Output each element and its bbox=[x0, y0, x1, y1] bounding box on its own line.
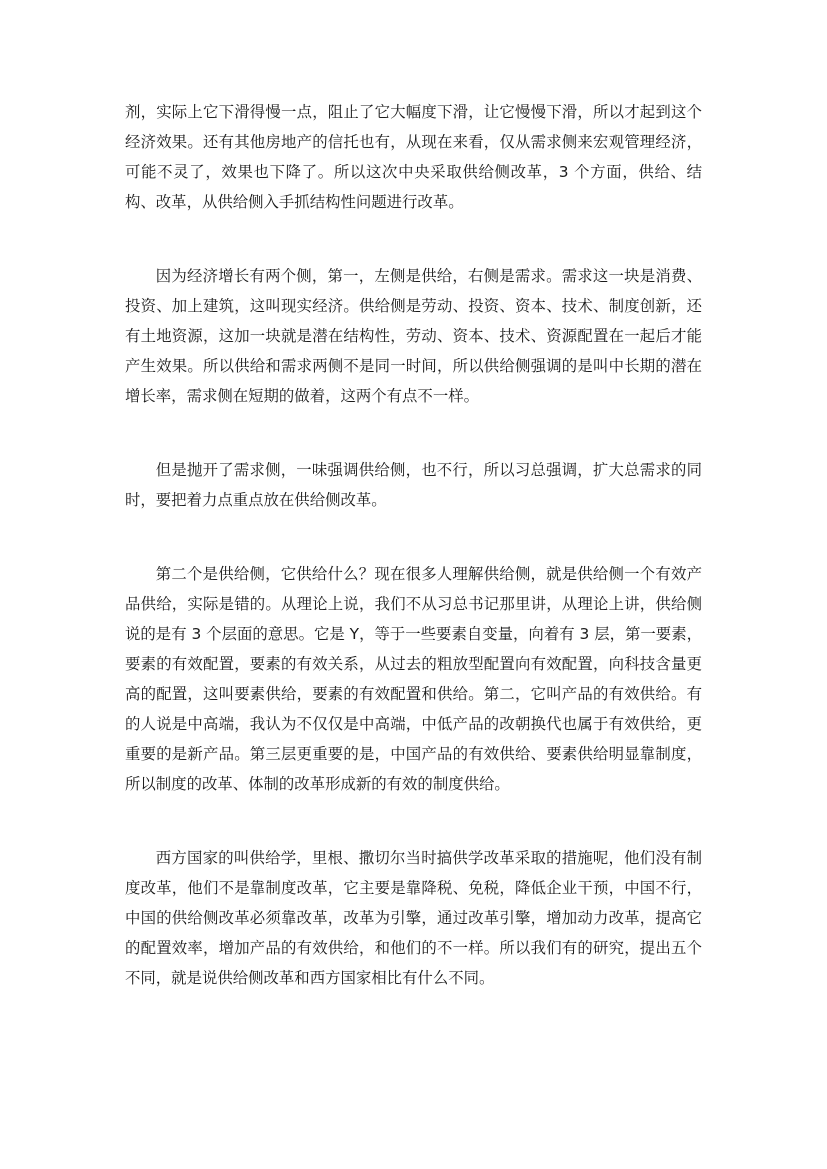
paragraph-5: 西方国家的叫供给学，里根、撒切尔当时搞供学改革采取的措施呢，他们没有制度改革，他们不是靠制度改革，它主要是靠降税、免税，降低企业干预，中国不行，中国的供给侧改革必须靠改革，改革为引擎，通过改革引擎，增加动力改革，提高它的配置效率，增加产品的有效供给，和他们的不一样。所以我们有的研究，提出五个不同，就是说供给侧改革和西方国家相比有什么不同。 bbox=[125, 849, 702, 987]
paragraph-1: 剂，实际上它下滑得慢一点，阻止了它大幅度下滑，让它慢慢下滑，所以才起到这个经济效果。还有其他房地产的信托也有，从现在来看，仅从需求侧来宏观管理经济，可能不灵了，效果也下降了。所以这次中央采取供给侧改革，3 个方面，供给、结构、改革，从供给侧入手抓结构性问题进行改革。 bbox=[125, 103, 702, 211]
paragraph-4: 第二个是供给侧，它供给什么？现在很多人理解供给侧，就是供给侧一个有效产品供给，实际是错的。从理论上说，我们不从习总书记那里讲，从理论上讲，供给侧说的是有 3 个层面的意思。它是 Y，等于一些要素自变量，向着有 3 层，第一要素，要素的有效配置，要素的有效关系，从过去的粗放型配置向有效配置，向科技含量更高的配置，这叫要素供给，要素的有效配置和供给。第二，它叫产品的有效供给。有的人说是中高端，我认为不仅仅是中高端，中低产品的改朝换代也属于有效供给，更重要的是新产品。第三层更重要的是，中国产品的有效供给、要素供给明显靠制度，所以制度的改革、体制的改革形成新的有效的制度供给。 bbox=[125, 565, 702, 793]
paragraph-3: 但是抛开了需求侧，一味强调供给侧，也不行，所以习总强调，扩大总需求的同时，要把着力点重点放在供给侧改革。 bbox=[125, 461, 702, 509]
document-body bbox=[125, 97, 702, 1037]
paragraph-2: 因为经济增长有两个侧，第一，左侧是供给，右侧是需求。需求这一块是消费、投资、加上建筑，这叫现实经济。供给侧是劳动、投资、资本、技术、制度创新，还有土地资源，这加一块就是潜在结构性，劳动、资本、技术、资源配置在一起后才能产生效果。所以供给和需求两侧不是同一时间，所以供给侧强调的是叫中长期的潜在增长率，需求侧在短期的做着，这两个有点不一样。 bbox=[125, 267, 702, 405]
